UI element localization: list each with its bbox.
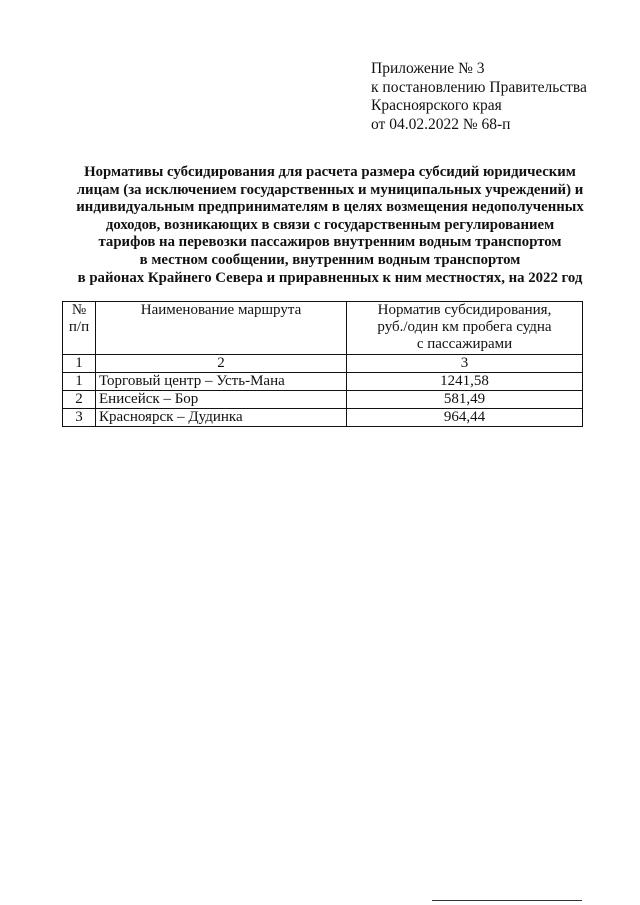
table-row [63, 391, 583, 409]
row-norm: 964,44 [347, 409, 583, 427]
header-route-name: Наименование маршрута [96, 302, 347, 355]
table-header-row [63, 302, 583, 355]
appendix-region: Красноярского края [371, 97, 502, 114]
title-line: в районах Крайнего Севера и приравненных к ним местностях, на 2022 год [77, 269, 583, 286]
appendix-number: Приложение № 3 [371, 60, 485, 77]
header-num [63, 302, 96, 355]
row-norm: 1241,58 [347, 373, 583, 391]
title-line: тарифов на перевозки пассажиров внутренним водным транспортом [98, 234, 562, 251]
row-route: Торговый центр – Усть-Мана [96, 373, 347, 391]
footer-divider [432, 900, 582, 901]
header-num-abbr: п/п [68, 319, 90, 335]
header-norm [347, 302, 583, 355]
appendix-block [371, 60, 587, 134]
table-row [63, 409, 583, 427]
column-index-cell: 2 [96, 355, 347, 373]
column-index-cell: 1 [63, 355, 96, 373]
row-route: Енисейск – Бор [96, 391, 347, 409]
subsidy-norms-table [62, 301, 583, 427]
header-norm-line: руб./один км пробега судна [377, 319, 552, 335]
row-norm: 581,49 [347, 391, 583, 409]
row-num: 3 [63, 409, 96, 427]
column-index-cell: 3 [347, 355, 583, 373]
table-row [63, 373, 583, 391]
row-route: Красноярск – Дудинка [96, 409, 347, 427]
title-line: Нормативы субсидирования для расчета размера субсидий юридическим [84, 164, 576, 180]
title-line: доходов, возникающих в связи с государственным регулированием [105, 216, 555, 233]
document-title [40, 164, 620, 287]
row-num: 2 [63, 391, 96, 409]
appendix-date: от 04.02.2022 № 68-п [371, 115, 511, 133]
title-line: в местном сообщении, внутренним водным транспортом [139, 251, 521, 268]
row-num: 1 [63, 373, 96, 391]
header-num-symbol: № [71, 302, 87, 318]
header-norm-line: с пассажирами [416, 336, 513, 352]
header-norm-line: Норматив субсидирования, [377, 302, 552, 318]
title-line: лицам (за исключением государственных и муниципальных учреждений) и [76, 181, 584, 198]
column-index-row [63, 355, 583, 373]
title-line: индивидуальным предпринимателям в целях возмещения недополученных [76, 199, 584, 216]
appendix-reference: к постановлению Правительства [371, 78, 587, 96]
